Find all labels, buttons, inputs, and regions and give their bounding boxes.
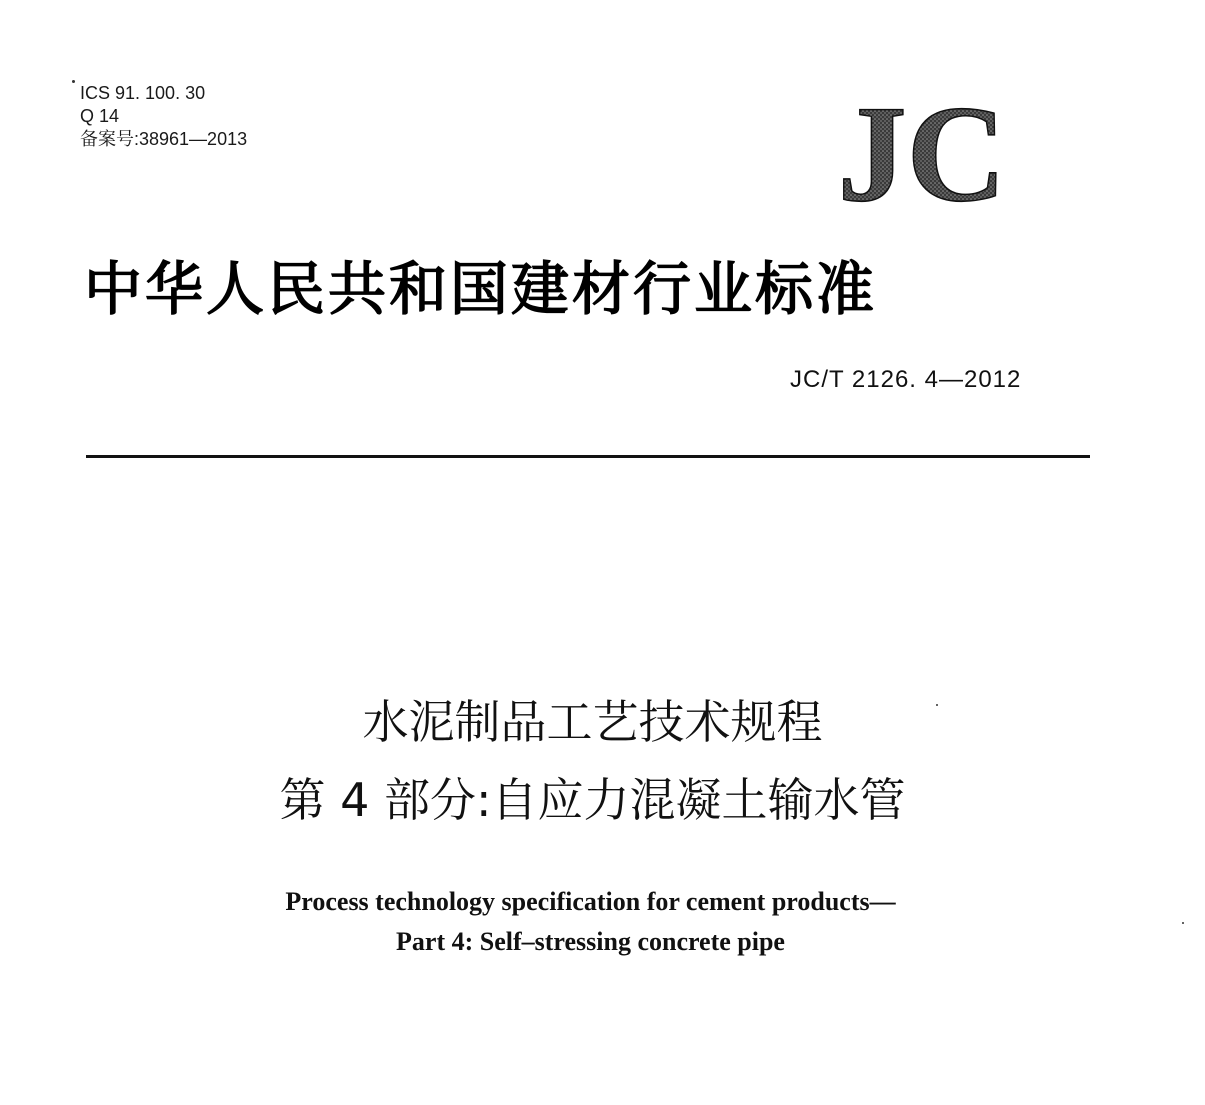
ccs-code: Q 14	[80, 106, 120, 126]
divider-rule	[86, 455, 1090, 458]
standard-category-title: 中华人民共和国建材行业标准	[84, 255, 878, 323]
en-title-line1: Process technology specification for cement products—	[285, 887, 896, 916]
jc-logo-text: JC	[837, 78, 1007, 218]
jc-logo-graphic	[822, 78, 1022, 218]
ics-code: ICS 91. 100. 30	[80, 83, 206, 103]
jc-logo-icon	[822, 78, 1022, 218]
standard-number: JC/T 2126. 4—2012	[790, 366, 1022, 393]
cn-title-line2: 第 4 部分:自应力混凝土输水管	[279, 773, 906, 827]
en-title-line2: Part 4: Self–stressing concrete pipe	[396, 927, 785, 956]
filing-number: 备案号:38961—2013	[80, 129, 248, 149]
scan-speck	[72, 80, 75, 83]
classification-block	[80, 82, 247, 151]
cn-title-line1: 水泥制品工艺技术规程	[362, 695, 823, 749]
